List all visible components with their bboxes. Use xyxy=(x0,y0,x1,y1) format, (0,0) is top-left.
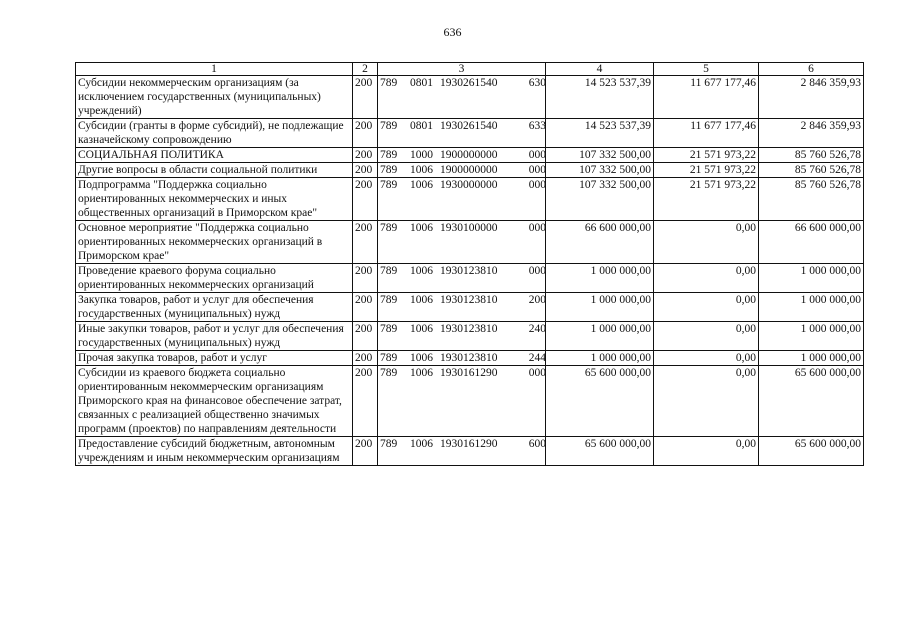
row-value-col-4: 107 332 500,00 xyxy=(546,148,654,163)
row-value-col-6: 85 760 526,78 xyxy=(759,163,864,178)
row-classification-code xyxy=(378,163,546,178)
row-subsection-code: 1006 xyxy=(410,367,433,379)
table-body xyxy=(76,76,864,466)
row-value-col-6: 65 600 000,00 xyxy=(759,437,864,466)
row-section-code: 789 xyxy=(380,179,398,191)
row-value-col-5: 0,00 xyxy=(654,264,759,293)
row-admin-code: 200 xyxy=(353,437,378,466)
row-admin-code: 200 xyxy=(353,163,378,178)
row-description: Проведение краевого форума социально ориентированных некоммерческих организаций xyxy=(76,264,353,293)
row-value-col-5: 11 677 177,46 xyxy=(654,119,759,148)
row-article-code: 1900000000 xyxy=(440,149,498,161)
row-value-col-5: 11 677 177,46 xyxy=(654,76,759,119)
row-section-code: 789 xyxy=(380,367,398,379)
row-value-col-4: 14 523 537,39 xyxy=(546,119,654,148)
row-article-code: 1930161290 xyxy=(440,367,498,379)
row-article-code: 1930261540 xyxy=(440,120,498,132)
row-classification-code xyxy=(378,351,546,366)
row-description: Основное мероприятие "Поддержка социально ориентированных некоммерческих организаций в Приморском крае" xyxy=(76,221,353,264)
table-row xyxy=(76,264,864,293)
row-value-col-6: 2 846 359,93 xyxy=(759,76,864,119)
header-col-6: 6 xyxy=(759,63,864,76)
row-value-col-6: 85 760 526,78 xyxy=(759,178,864,221)
table-row xyxy=(76,76,864,119)
row-value-col-5: 21 571 973,22 xyxy=(654,163,759,178)
row-value-col-6: 66 600 000,00 xyxy=(759,221,864,264)
row-subsection-code: 1006 xyxy=(410,164,433,176)
row-description: СОЦИАЛЬНАЯ ПОЛИТИКА xyxy=(76,148,353,163)
header-col-3: 3 xyxy=(378,63,546,76)
header-col-5: 5 xyxy=(654,63,759,76)
row-classification-code xyxy=(378,293,546,322)
row-section-code: 789 xyxy=(380,294,398,306)
row-subsection-code: 0801 xyxy=(410,77,433,89)
row-description: Прочая закупка товаров, работ и услуг xyxy=(76,351,353,366)
row-article-code: 1930123810 xyxy=(440,265,498,277)
row-section-code: 789 xyxy=(380,265,398,277)
row-subsection-code: 1006 xyxy=(410,438,433,450)
table-row xyxy=(76,351,864,366)
header-col-2: 2 xyxy=(353,63,378,76)
row-value-col-5: 0,00 xyxy=(654,437,759,466)
row-admin-code: 200 xyxy=(353,322,378,351)
row-classification-code xyxy=(378,119,546,148)
row-value-col-5: 0,00 xyxy=(654,293,759,322)
row-subsection-code: 1006 xyxy=(410,294,433,306)
row-article-code: 1930000000 xyxy=(440,179,498,191)
row-classification-code xyxy=(378,437,546,466)
row-admin-code: 200 xyxy=(353,264,378,293)
row-admin-code: 200 xyxy=(353,366,378,437)
row-admin-code: 200 xyxy=(353,178,378,221)
budget-table xyxy=(75,62,864,466)
row-value-col-6: 1 000 000,00 xyxy=(759,293,864,322)
row-value-col-4: 14 523 537,39 xyxy=(546,76,654,119)
row-admin-code: 200 xyxy=(353,76,378,119)
row-description: Предоставление субсидий бюджетным, автономным учреждениям и иным некоммерческим организациям xyxy=(76,437,353,466)
page-number: 636 xyxy=(443,25,462,39)
row-description: Подпрограмма "Поддержка социально ориентированных некоммерческих и иных общественных организаций в Приморском крае" xyxy=(76,178,353,221)
table-row xyxy=(76,148,864,163)
row-expense-type-code: 000 xyxy=(528,222,546,234)
table-row xyxy=(76,221,864,264)
row-expense-type-code: 633 xyxy=(528,120,546,132)
row-value-col-6: 2 846 359,93 xyxy=(759,119,864,148)
row-subsection-code: 1000 xyxy=(410,149,433,161)
table-row xyxy=(76,119,864,148)
row-subsection-code: 1006 xyxy=(410,265,433,277)
row-section-code: 789 xyxy=(380,222,398,234)
row-admin-code: 200 xyxy=(353,351,378,366)
row-classification-code xyxy=(378,264,546,293)
header-row xyxy=(76,63,864,76)
row-section-code: 789 xyxy=(380,438,398,450)
row-value-col-5: 0,00 xyxy=(654,221,759,264)
row-description: Субсидии некоммерческим организациям (за исключением государственных (муниципальных) учреждений) xyxy=(76,76,353,119)
row-article-code: 1930100000 xyxy=(440,222,498,234)
table-row xyxy=(76,163,864,178)
table-row xyxy=(76,437,864,466)
row-value-col-4: 1 000 000,00 xyxy=(546,351,654,366)
row-value-col-5: 21 571 973,22 xyxy=(654,178,759,221)
row-value-col-5: 0,00 xyxy=(654,366,759,437)
row-article-code: 1930261540 xyxy=(440,77,498,89)
table-row xyxy=(76,322,864,351)
row-value-col-4: 1 000 000,00 xyxy=(546,293,654,322)
row-description: Закупка товаров, работ и услуг для обеспечения государственных (муниципальных) нужд xyxy=(76,293,353,322)
row-expense-type-code: 000 xyxy=(528,367,546,379)
row-description: Субсидии (гранты в форме субсидий), не подлежащие казначейскому сопровождению xyxy=(76,119,353,148)
row-value-col-4: 65 600 000,00 xyxy=(546,366,654,437)
row-subsection-code: 1006 xyxy=(410,179,433,191)
row-value-col-6: 1 000 000,00 xyxy=(759,351,864,366)
row-article-code: 1900000000 xyxy=(440,164,498,176)
row-section-code: 789 xyxy=(380,323,398,335)
header-col-4: 4 xyxy=(546,63,654,76)
row-admin-code: 200 xyxy=(353,148,378,163)
row-article-code: 1930123810 xyxy=(440,352,498,364)
row-article-code: 1930123810 xyxy=(440,294,498,306)
row-section-code: 789 xyxy=(380,164,398,176)
row-article-code: 1930123810 xyxy=(440,323,498,335)
row-admin-code: 200 xyxy=(353,119,378,148)
row-admin-code: 200 xyxy=(353,221,378,264)
row-classification-code xyxy=(378,76,546,119)
row-section-code: 789 xyxy=(380,149,398,161)
row-expense-type-code: 000 xyxy=(528,265,546,277)
table-row xyxy=(76,178,864,221)
row-classification-code xyxy=(378,221,546,264)
row-expense-type-code: 200 xyxy=(528,294,546,306)
row-value-col-5: 0,00 xyxy=(654,351,759,366)
row-expense-type-code: 000 xyxy=(528,149,546,161)
row-section-code: 789 xyxy=(380,77,398,89)
row-value-col-4: 107 332 500,00 xyxy=(546,178,654,221)
row-expense-type-code: 630 xyxy=(528,77,546,89)
row-article-code: 1930161290 xyxy=(440,438,498,450)
row-description: Иные закупки товаров, работ и услуг для обеспечения государственных (муниципальных) нужд xyxy=(76,322,353,351)
row-expense-type-code: 600 xyxy=(528,438,546,450)
row-subsection-code: 0801 xyxy=(410,120,433,132)
row-expense-type-code: 244 xyxy=(528,352,546,364)
row-value-col-4: 65 600 000,00 xyxy=(546,437,654,466)
row-value-col-6: 1 000 000,00 xyxy=(759,322,864,351)
row-value-col-5: 0,00 xyxy=(654,322,759,351)
row-section-code: 789 xyxy=(380,352,398,364)
header-col-1: 1 xyxy=(76,63,353,76)
row-classification-code xyxy=(378,322,546,351)
row-subsection-code: 1006 xyxy=(410,352,433,364)
row-value-col-4: 1 000 000,00 xyxy=(546,264,654,293)
row-subsection-code: 1006 xyxy=(410,222,433,234)
row-classification-code xyxy=(378,148,546,163)
row-admin-code: 200 xyxy=(353,293,378,322)
row-section-code: 789 xyxy=(380,120,398,132)
row-expense-type-code: 000 xyxy=(528,164,546,176)
table-row xyxy=(76,366,864,437)
row-subsection-code: 1006 xyxy=(410,323,433,335)
row-value-col-5: 21 571 973,22 xyxy=(654,148,759,163)
row-description: Другие вопросы в области социальной политики xyxy=(76,163,353,178)
row-value-col-4: 66 600 000,00 xyxy=(546,221,654,264)
row-classification-code xyxy=(378,178,546,221)
row-expense-type-code: 000 xyxy=(528,179,546,191)
row-classification-code xyxy=(378,366,546,437)
row-expense-type-code: 240 xyxy=(528,323,546,335)
table-row xyxy=(76,293,864,322)
row-value-col-4: 1 000 000,00 xyxy=(546,322,654,351)
row-description: Субсидии из краевого бюджета социально ориентированным некоммерческим организациям Приморского края на финансовое обеспечение затрат, связанных с реализацией общественно значимых программ (проектов) по направлениям деятельности xyxy=(76,366,353,437)
row-value-col-6: 1 000 000,00 xyxy=(759,264,864,293)
row-value-col-4: 107 332 500,00 xyxy=(546,163,654,178)
row-value-col-6: 85 760 526,78 xyxy=(759,148,864,163)
row-value-col-6: 65 600 000,00 xyxy=(759,366,864,437)
